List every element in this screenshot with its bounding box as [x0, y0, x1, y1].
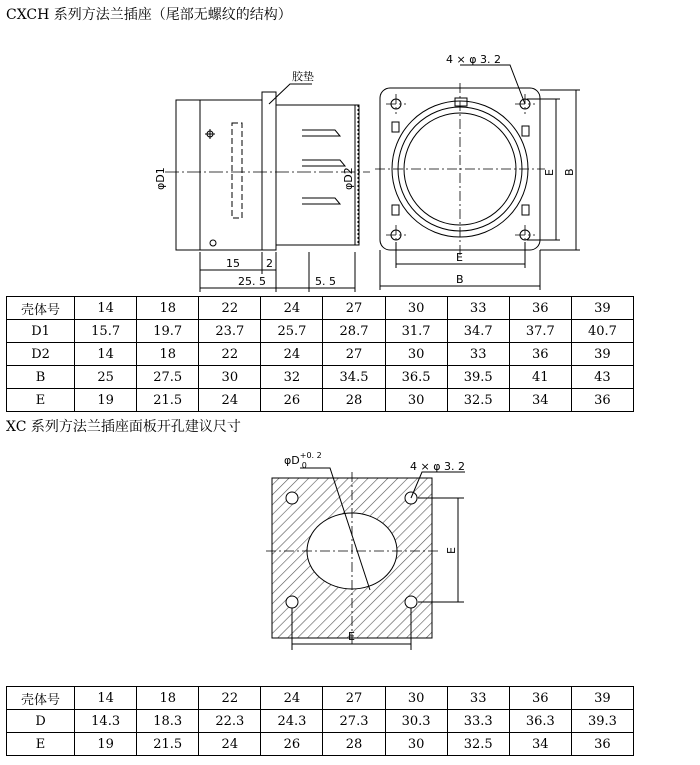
d2-label: φD2	[342, 167, 355, 190]
cutout-hole-spec: 4 × φ 3. 2	[410, 460, 465, 473]
table-row: D2 14 18 22 24 27 30 33 36 39	[7, 343, 634, 366]
dimension-table-2	[6, 686, 634, 756]
cutout-dim-e-horizontal: E	[348, 630, 355, 643]
section1-title: CXCH 系列方法兰插座（尾部无螺纹的结构）	[6, 7, 292, 23]
dim-b-vertical: B	[563, 168, 576, 176]
dim-e-horizontal: E	[456, 251, 463, 264]
table-row: E 19 21.5 24 26 28 30 32.5 34 36	[7, 389, 634, 412]
section2-title: XC 系列方法兰插座面板开孔建议尺寸	[6, 419, 241, 435]
cutout-diameter-label: $\varphi D^{+0. 2}$ 0	[284, 451, 322, 470]
dim-5-5: 5. 5	[315, 275, 336, 288]
table-row: B 25 27.5 30 32 34.5 36.5 39.5 41 43	[7, 366, 634, 389]
cutout-dim-e-vertical: E	[445, 547, 458, 554]
dim-25-5: 25. 5	[238, 275, 266, 288]
panel-cutout-drawing	[0, 440, 700, 660]
connector-drawing	[0, 0, 700, 300]
hole-spec-label: 4 × φ 3. 2	[446, 53, 501, 66]
dim-2: 2	[266, 257, 273, 270]
d1-label: φD1	[154, 167, 167, 190]
dim-e-vertical: E	[543, 169, 556, 176]
dimension-table-1	[6, 296, 634, 412]
table-row: D 14.3 18.3 22.3 24.3 27.3 30.3 33.3 36.3 39.3	[7, 710, 634, 733]
table-row: 壳体号 14 18 22 24 27 30 33 36 39	[7, 687, 634, 710]
dim-b-horizontal: B	[456, 273, 464, 286]
dim-15: 15	[226, 257, 240, 270]
gasket-label: 胶垫	[292, 70, 314, 83]
table-row: E 19 21.5 24 26 28 30 32.5 34 36	[7, 733, 634, 756]
table-row: 壳体号 14 18 22 24 27 30 33 36 39	[7, 297, 634, 320]
table-row: D1 15.7 19.7 23.7 25.7 28.7 31.7 34.7 37.7 40.7	[7, 320, 634, 343]
